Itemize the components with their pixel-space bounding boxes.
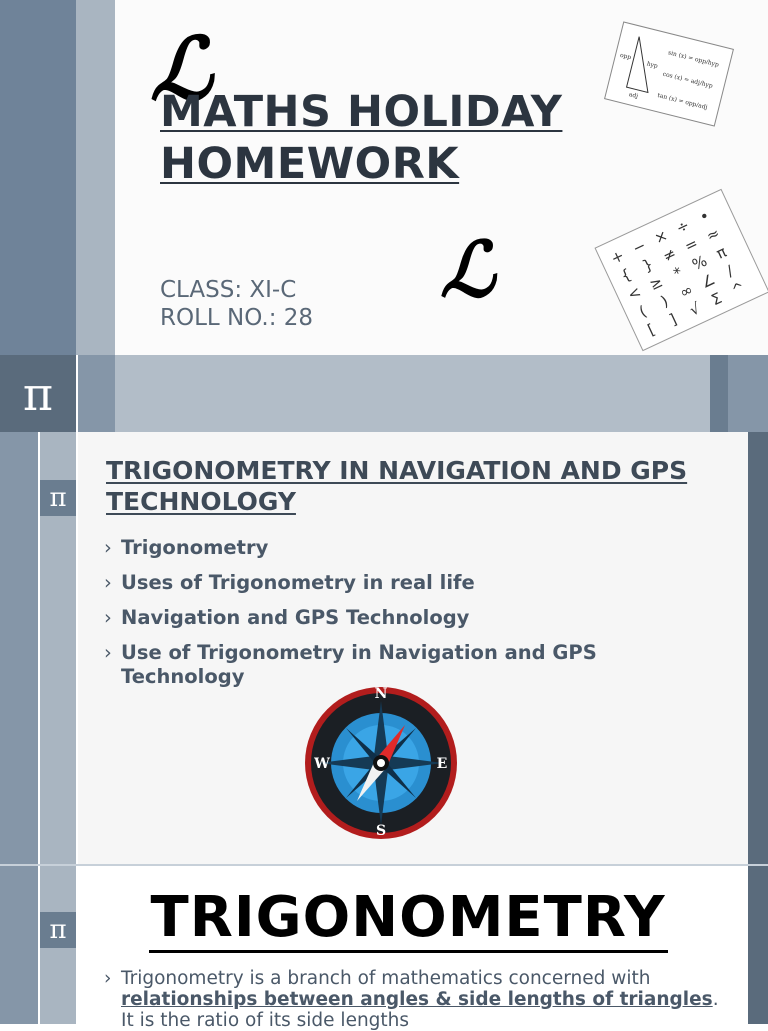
script-l-glyph-2: ℒ (440, 225, 495, 314)
para-suffix: . It is the ratio of its side lengths (121, 989, 719, 1031)
math-symbol: + (607, 246, 627, 268)
list-item: › Use of Trigonometry in Navigation and GPS Technology (104, 641, 704, 689)
compass-west-label: W (314, 756, 330, 772)
para-underlined-text: relationships between angles & side lengths of triangles (121, 989, 713, 1010)
math-symbol: ∞ (676, 280, 696, 302)
compass-east-label: E (436, 756, 448, 772)
adj-label: adj (628, 91, 639, 101)
slide2-right-strip (748, 432, 768, 866)
slide-title (160, 86, 620, 190)
list-item: › Navigation and GPS Technology (104, 606, 704, 630)
band-main (115, 355, 710, 432)
compass-south-label: S (375, 823, 387, 839)
roll-label: ROLL NO.: 28 (160, 305, 314, 331)
math-symbol: π (713, 242, 730, 263)
slide-title-line2: HOMEWORK (160, 139, 460, 189)
list-item: › Trigonometry (104, 536, 704, 560)
math-symbol: ( (636, 302, 650, 321)
math-symbol: / (723, 261, 736, 281)
math-symbol: ^ (728, 278, 748, 300)
math-symbol: % (689, 251, 710, 275)
math-symbol: * (670, 263, 686, 283)
math-symbol: [ (644, 320, 658, 339)
list-item: › Uses of Trigonometry in real life (104, 571, 704, 595)
slide3-title-text: TRIGONOMETRY (149, 885, 668, 953)
math-symbol: Σ (708, 288, 725, 310)
cos-formula: cos (x) = adj/hyp (661, 70, 714, 90)
math-symbol: ÷ (673, 215, 693, 238)
slide2-strip-dark (0, 432, 38, 866)
left-strip-light (76, 0, 115, 355)
pi-icon-small: π (40, 912, 76, 948)
hyp-label: hyp (645, 60, 659, 70)
pi-icon-small: π (40, 480, 76, 516)
slide-title-line1: MATHS HOLIDAY (160, 87, 563, 137)
slide2-heading: TRIGONOMETRY IN NAVIGATION AND GPS TECHNOLOGY (106, 456, 688, 516)
left-strip-dark (0, 0, 76, 355)
math-symbol: ≈ (703, 223, 723, 246)
math-symbol: ≥ (646, 272, 666, 294)
math-symbol: ) (658, 291, 672, 311)
math-symbol: × (651, 225, 671, 248)
band-right-light (728, 355, 768, 432)
math-symbol: ≠ (659, 244, 679, 266)
compass-icon (304, 683, 459, 843)
math-symbol: ∠ (698, 270, 718, 293)
band-strip (78, 355, 115, 432)
tan-formula: tan (x) = opp/adj (656, 91, 709, 112)
pi-icon: π (22, 366, 54, 421)
math-symbol: = (681, 233, 701, 256)
topic-list (104, 536, 704, 700)
slide3-paragraph (104, 968, 731, 1031)
sin-formula: sin (x) = opp/hyp (667, 49, 720, 69)
math-symbol: } (639, 254, 656, 276)
opp-label: opp (619, 51, 632, 62)
class-label: CLASS: XI-C (160, 277, 297, 303)
script-l-glyph: ℒ (150, 19, 212, 120)
math-symbol: ] (666, 310, 680, 329)
student-info (160, 276, 313, 332)
band-right-dark (710, 355, 728, 432)
math-symbol: − (629, 236, 649, 258)
para-text: Trigonometry is a branch of mathematics concerned with (121, 968, 651, 989)
slide3-right-strip (748, 866, 768, 1024)
compass-north-label: N (374, 686, 388, 702)
math-symbol: < (624, 282, 644, 305)
math-symbol: √ (686, 299, 703, 320)
slide3-strip-dark (0, 866, 38, 1024)
slide3-title (78, 884, 738, 952)
math-symbol: { (617, 265, 635, 286)
math-symbol: • (696, 206, 713, 227)
